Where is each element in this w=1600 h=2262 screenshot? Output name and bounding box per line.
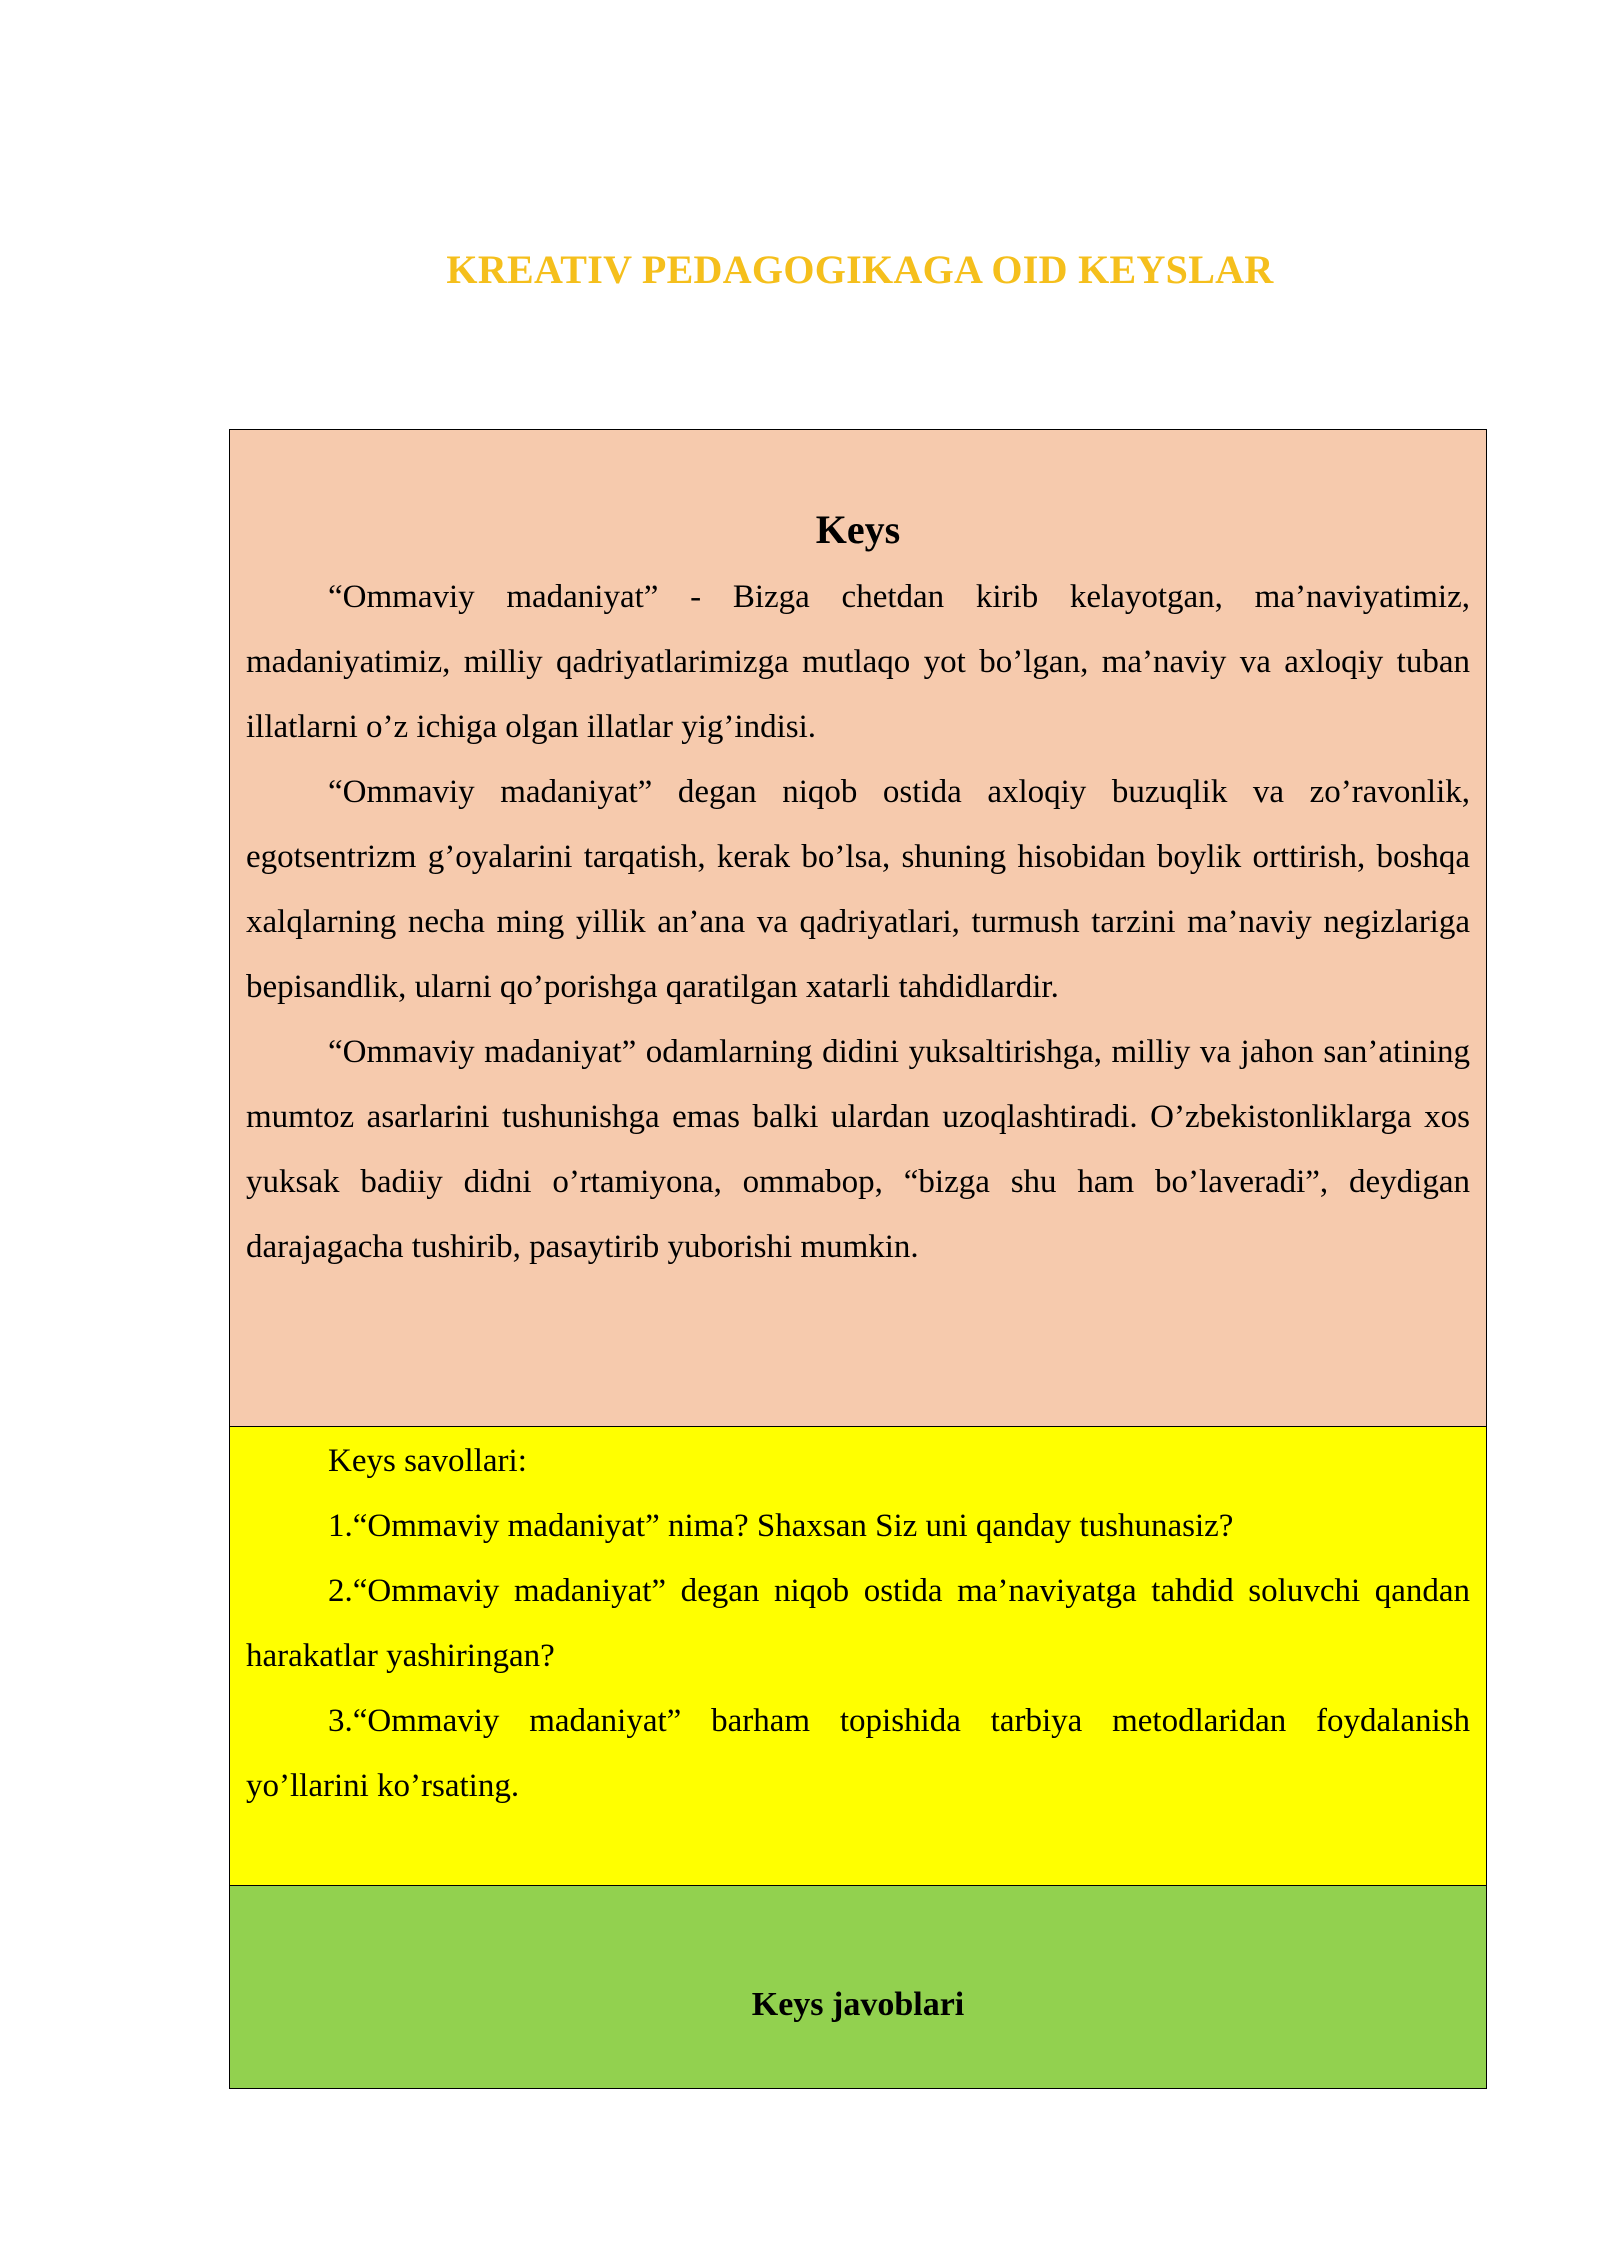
question-item: 3.“Ommaviy madaniyat” barham topishida tarbiya metodlaridan foydalanish yo’llarini ko’rsating.: [246, 1703, 1470, 1804]
case-paragraph: “Ommaviy madaniyat” degan niqob ostida axloqiy buzuqlik va zo’ravonlik, egotsentrizm g’oyalarini tarqatish, kerak bo’lsa, shuning hisobidan boylik orttirish, boshqa xalqlarning necha ming yillik an’ana va qadriyatlari, turmush tarzini ma’naviy negizlariga bepisandlik, ularni qo’porishga qaratilgan xatarli tahdidlardir.: [246, 774, 1470, 1005]
questions-heading: Keys savollari:: [328, 1443, 527, 1479]
document-title: KREATIV PEDAGOGIKAGA OID KEYSLAR: [446, 247, 1274, 292]
questions-section: [230, 1427, 1486, 1886]
case-text: [246, 565, 1470, 1280]
case-heading: Keys: [815, 507, 901, 552]
answers-section: [230, 1886, 1486, 2088]
case-paragraph: “Ommaviy madaniyat” odamlarning didini yuksaltirishga, milliy va jahon san’atining mumtoz asarlarini tushunishga emas balki ulardan uzoqlashtiradi. O’zbekistonliklarga xos yuksak badiiy didni o’rtamiyona, ommabop, “bizga shu ham bo’laveradi”, deydigan darajagacha tushirib, pasaytirib yuborishi mumkin.: [246, 1034, 1470, 1265]
answers-heading: Keys javoblari: [751, 1986, 965, 2023]
questions-text: [246, 1429, 1470, 1819]
question-item: 1.“Ommaviy madaniyat” nima? Shaxsan Siz uni qanday tushunasiz?: [328, 1508, 1234, 1544]
case-paragraph: “Ommaviy madaniyat” - Bizga chetdan kirib kelayotgan, ma’naviyatimiz, madaniyatimiz, milliy qadriyatlarimizga mutlaqo yot bo’lgan, ma’naviy va axloqiy tuban illatlarni o’z ichiga olgan illatlar yig’indisi.: [246, 579, 1470, 745]
question-item: 2.“Ommaviy madaniyat” degan niqob ostida ma’naviyatga tahdid soluvchi qandan harakatlar yashiringan?: [246, 1573, 1470, 1674]
case-table: [229, 429, 1487, 2089]
case-section: [230, 430, 1486, 1427]
